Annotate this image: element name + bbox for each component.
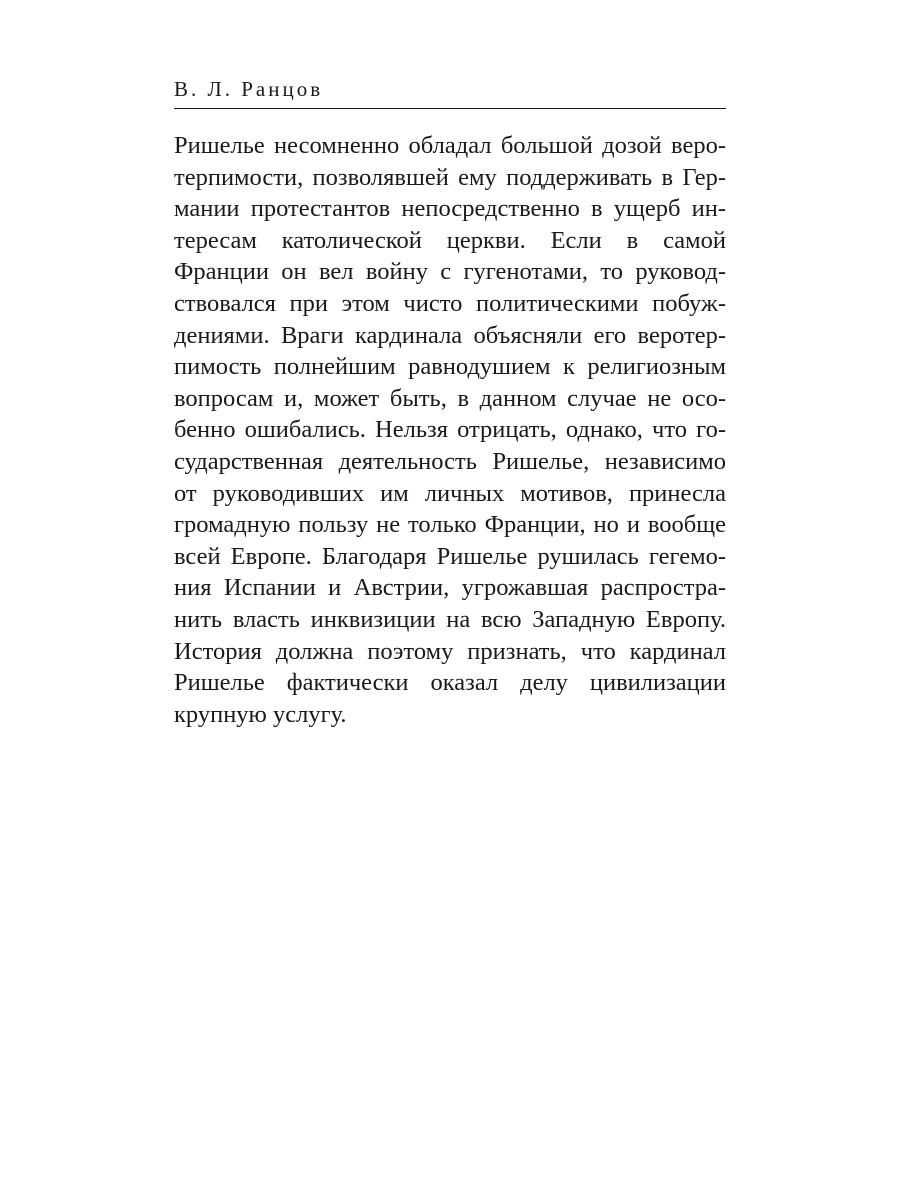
text-line: громадную пользу не только Франции, но и вообще: [174, 511, 726, 539]
text-line: нить власть инквизиции на всю Западную Европу.: [174, 605, 726, 633]
text-line: Ришелье фактически оказал делу цивилизации: [174, 669, 726, 697]
running-head: В. Л. Ранцов: [174, 77, 324, 101]
text-line: вопросам и, может быть, в данном случае не осо-: [174, 384, 726, 412]
text-line: История должна поэтому признать, что кардинал: [174, 637, 726, 665]
text-line: ния Испании и Австрии, угрожавшая распростра-: [174, 574, 726, 602]
text-line: сударственная деятельность Ришелье, независимо: [174, 447, 726, 475]
body-paragraph: [174, 130, 726, 730]
text-line: пимость полнейшим равнодушием к религиозным: [174, 353, 726, 381]
header-rule: [174, 108, 726, 109]
text-line: всей Европе. Благодаря Ришелье рушилась гегемо-: [174, 542, 726, 570]
text-line: Франции он вел войну с гугенотами, то руковод-: [174, 258, 726, 286]
text-line: от руководивших им личных мотивов, принесла: [174, 479, 726, 507]
text-line: ствовался при этом чисто политическими побуж-: [174, 289, 726, 317]
text-line: Ришелье несомненно обладал большой дозой веро-: [174, 132, 726, 159]
text-line-last: крупную услугу.: [174, 700, 347, 728]
text-line: бенно ошибались. Нельзя отрицать, однако, что го-: [174, 416, 726, 444]
text-line: терпимости, позволявшей ему поддерживать в Гер-: [174, 163, 726, 191]
text-line: тересам католической церкви. Если в самой: [174, 226, 726, 254]
text-line: дениями. Враги кардинала объясняли его веротер-: [174, 321, 726, 349]
text-line: мании протестантов непосредственно в ущерб ин-: [174, 195, 726, 223]
